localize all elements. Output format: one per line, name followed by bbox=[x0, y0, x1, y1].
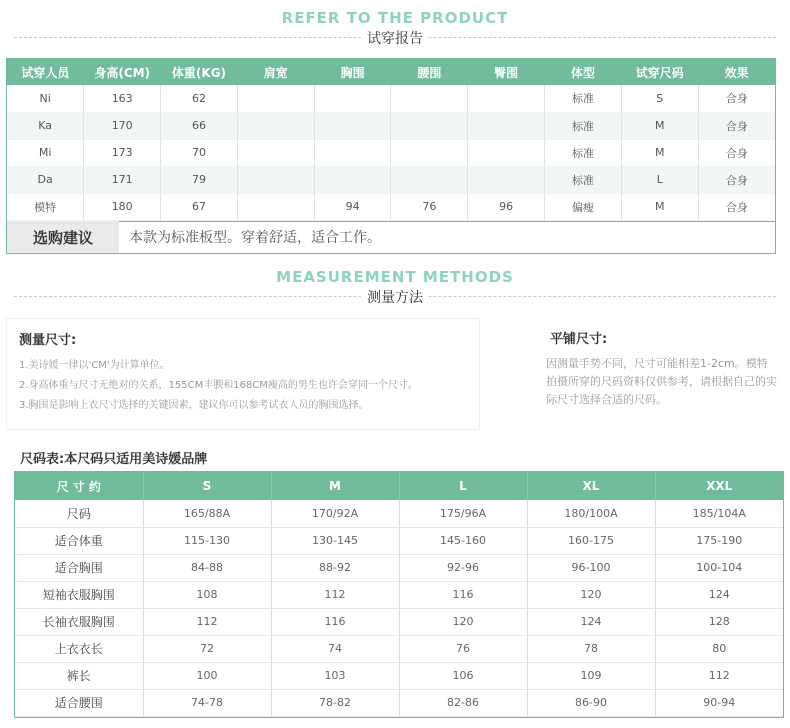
measure-size-title: 测量尺寸: bbox=[19, 333, 77, 348]
fitting-report-table bbox=[7, 59, 775, 221]
size-row-label: 长袖衣服胸围 bbox=[15, 608, 143, 635]
report-cell: 标准 bbox=[545, 166, 622, 193]
size-row-label: 裤长 bbox=[15, 662, 143, 689]
size-cell: 109 bbox=[527, 662, 655, 689]
size-row-label: 尺码 bbox=[15, 500, 143, 527]
size-cell: 108 bbox=[143, 581, 271, 608]
report-header-cell: 效果 bbox=[698, 59, 775, 85]
report-cell bbox=[468, 166, 545, 193]
report-cell: 76 bbox=[391, 193, 468, 220]
size-chart-title: 尺码表:本尺码只适用美诗媛品牌 bbox=[20, 452, 208, 467]
report-cell: 173 bbox=[84, 139, 161, 166]
size-cell: 92-96 bbox=[399, 554, 527, 581]
size-cell: 106 bbox=[399, 662, 527, 689]
report-cell bbox=[391, 166, 468, 193]
size-cell: 130-145 bbox=[271, 527, 399, 554]
report-header-cell: 体重(KG) bbox=[161, 59, 238, 85]
size-header-cell: S bbox=[143, 472, 271, 500]
report-cell: 合身 bbox=[698, 85, 775, 112]
size-cell: 120 bbox=[527, 581, 655, 608]
report-cell: 66 bbox=[161, 112, 238, 139]
section-header-methods bbox=[0, 268, 790, 305]
flat-size-panel bbox=[536, 318, 782, 430]
size-cell: 84-88 bbox=[143, 554, 271, 581]
size-cell: 100-104 bbox=[655, 554, 783, 581]
report-header-row bbox=[7, 59, 775, 85]
size-cell: 112 bbox=[143, 608, 271, 635]
size-row-label: 适合体重 bbox=[15, 527, 143, 554]
size-cell: 116 bbox=[399, 581, 527, 608]
size-cell: 103 bbox=[271, 662, 399, 689]
section-cn-row bbox=[0, 28, 790, 46]
size-header-cell: 尺 寸 约 bbox=[15, 472, 143, 500]
size-cell: 120 bbox=[399, 608, 527, 635]
report-header-cell: 肩宽 bbox=[237, 59, 314, 85]
report-cell: M bbox=[621, 139, 698, 166]
report-header-cell: 试穿尺码 bbox=[621, 59, 698, 85]
report-cell bbox=[237, 85, 314, 112]
advice-label: 选购建议 bbox=[7, 221, 119, 253]
report-cell bbox=[468, 112, 545, 139]
report-header-cell: 臀围 bbox=[468, 59, 545, 85]
size-row bbox=[15, 608, 783, 635]
report-cell: Ni bbox=[7, 85, 84, 112]
size-cell: 74 bbox=[271, 635, 399, 662]
report-cell: 合身 bbox=[698, 193, 775, 220]
report-cell: 70 bbox=[161, 139, 238, 166]
size-cell: 116 bbox=[271, 608, 399, 635]
size-cell: 185/104A bbox=[655, 500, 783, 527]
report-cell: 标准 bbox=[545, 85, 622, 112]
report-cell: L bbox=[621, 166, 698, 193]
size-cell: 80 bbox=[655, 635, 783, 662]
report-cell: 偏瘦 bbox=[545, 193, 622, 220]
report-row bbox=[7, 139, 775, 166]
size-row-label: 适合腰围 bbox=[15, 689, 143, 716]
report-cell bbox=[314, 166, 391, 193]
size-row bbox=[15, 662, 783, 689]
flat-size-title: 平铺尺寸: bbox=[550, 332, 608, 347]
size-row bbox=[15, 527, 783, 554]
size-cell: 124 bbox=[527, 608, 655, 635]
advice-text: 本款为标准板型。穿着舒适，适合工作。 bbox=[129, 230, 381, 246]
measure-size-note: 1.美诗媛一律以'CM'为计算单位。 bbox=[19, 360, 170, 371]
size-cell: 78-82 bbox=[271, 689, 399, 716]
report-cell bbox=[237, 166, 314, 193]
report-cell bbox=[314, 112, 391, 139]
size-cell: 180/100A bbox=[527, 500, 655, 527]
report-row bbox=[7, 193, 775, 220]
size-cell: 112 bbox=[655, 662, 783, 689]
size-cell: 88-92 bbox=[271, 554, 399, 581]
report-cell: Mi bbox=[7, 139, 84, 166]
report-cell: 163 bbox=[84, 85, 161, 112]
size-cell: 82-86 bbox=[399, 689, 527, 716]
size-header-cell: M bbox=[271, 472, 399, 500]
size-cell: 74-78 bbox=[143, 689, 271, 716]
report-header-cell: 胸围 bbox=[314, 59, 391, 85]
report-cell: Da bbox=[7, 166, 84, 193]
fitting-report bbox=[6, 58, 776, 254]
report-cell: 170 bbox=[84, 112, 161, 139]
report-cell: Ka bbox=[7, 112, 84, 139]
size-header-cell: XL bbox=[527, 472, 655, 500]
report-cell: 标准 bbox=[545, 112, 622, 139]
report-cell: 合身 bbox=[698, 112, 775, 139]
report-cell: M bbox=[621, 112, 698, 139]
size-row bbox=[15, 500, 783, 527]
size-cell: 170/92A bbox=[271, 500, 399, 527]
size-cell: 124 bbox=[655, 581, 783, 608]
section-en-title: REFER TO THE PRODUCT bbox=[281, 9, 509, 27]
size-cell: 128 bbox=[655, 608, 783, 635]
report-header-cell: 腰围 bbox=[391, 59, 468, 85]
report-header-cell: 试穿人员 bbox=[7, 59, 84, 85]
report-header-cell: 体型 bbox=[545, 59, 622, 85]
size-cell: 165/88A bbox=[143, 500, 271, 527]
section-cn-title: 测量方法 bbox=[361, 289, 429, 307]
report-cell: 171 bbox=[84, 166, 161, 193]
size-cell: 112 bbox=[271, 581, 399, 608]
size-header-row bbox=[15, 472, 783, 500]
report-cell bbox=[237, 193, 314, 220]
report-header-cell: 身高(CM) bbox=[84, 59, 161, 85]
purchase-advice bbox=[7, 221, 775, 253]
size-cell: 100 bbox=[143, 662, 271, 689]
measure-size-panel bbox=[6, 318, 480, 430]
size-row-label: 短袖衣服胸围 bbox=[15, 581, 143, 608]
size-cell: 145-160 bbox=[399, 527, 527, 554]
size-cell: 90-94 bbox=[655, 689, 783, 716]
report-cell: 标准 bbox=[545, 139, 622, 166]
report-cell: 62 bbox=[161, 85, 238, 112]
report-cell bbox=[391, 139, 468, 166]
size-cell: 175-190 bbox=[655, 527, 783, 554]
size-cell: 175/96A bbox=[399, 500, 527, 527]
report-row bbox=[7, 85, 775, 112]
report-cell: 79 bbox=[161, 166, 238, 193]
report-cell: 合身 bbox=[698, 139, 775, 166]
report-cell bbox=[468, 85, 545, 112]
section-en-title: MEASUREMENT METHODS bbox=[276, 268, 514, 286]
report-cell: 模特 bbox=[7, 193, 84, 220]
size-chart bbox=[14, 471, 784, 718]
size-cell: 115-130 bbox=[143, 527, 271, 554]
report-row bbox=[7, 166, 775, 193]
section-cn-row bbox=[0, 287, 790, 305]
report-cell: 67 bbox=[161, 193, 238, 220]
size-chart-table bbox=[15, 472, 783, 717]
report-cell: 180 bbox=[84, 193, 161, 220]
size-cell: 160-175 bbox=[527, 527, 655, 554]
report-cell: S bbox=[621, 85, 698, 112]
report-cell: 94 bbox=[314, 193, 391, 220]
size-header-cell: XXL bbox=[655, 472, 783, 500]
section-header-product bbox=[0, 9, 790, 46]
report-cell: 合身 bbox=[698, 166, 775, 193]
size-row bbox=[15, 689, 783, 716]
report-cell bbox=[237, 112, 314, 139]
size-cell: 86-90 bbox=[527, 689, 655, 716]
section-cn-title: 试穿报告 bbox=[361, 30, 429, 48]
report-cell bbox=[314, 139, 391, 166]
size-row-label: 上衣衣长 bbox=[15, 635, 143, 662]
size-row bbox=[15, 554, 783, 581]
size-cell: 72 bbox=[143, 635, 271, 662]
report-row bbox=[7, 112, 775, 139]
size-row bbox=[15, 581, 783, 608]
report-cell bbox=[468, 139, 545, 166]
report-cell: 96 bbox=[468, 193, 545, 220]
measure-size-note: 2.身高体重与尺寸无绝对的关系，155CM丰腴和168CM瘦高的男生也许会穿同一个尺寸。 bbox=[19, 380, 418, 391]
size-cell: 78 bbox=[527, 635, 655, 662]
report-cell bbox=[391, 112, 468, 139]
size-row bbox=[15, 635, 783, 662]
size-cell: 96-100 bbox=[527, 554, 655, 581]
report-cell bbox=[391, 85, 468, 112]
flat-size-note: 因测量手势不同，尺寸可能相差1-2cm。模特拍摄所穿的尺码资料仅供参考，请根据自己的实际尺寸选择合适的尺码。 bbox=[546, 357, 777, 406]
measure-size-note: 3.胸围是影响上衣尺寸选择的关键因素，建议你可以参考试衣人员的胸围选择。 bbox=[19, 400, 369, 411]
size-row-label: 适合胸围 bbox=[15, 554, 143, 581]
size-header-cell: L bbox=[399, 472, 527, 500]
report-cell: M bbox=[621, 193, 698, 220]
report-cell bbox=[237, 139, 314, 166]
report-cell bbox=[314, 85, 391, 112]
size-cell: 76 bbox=[399, 635, 527, 662]
